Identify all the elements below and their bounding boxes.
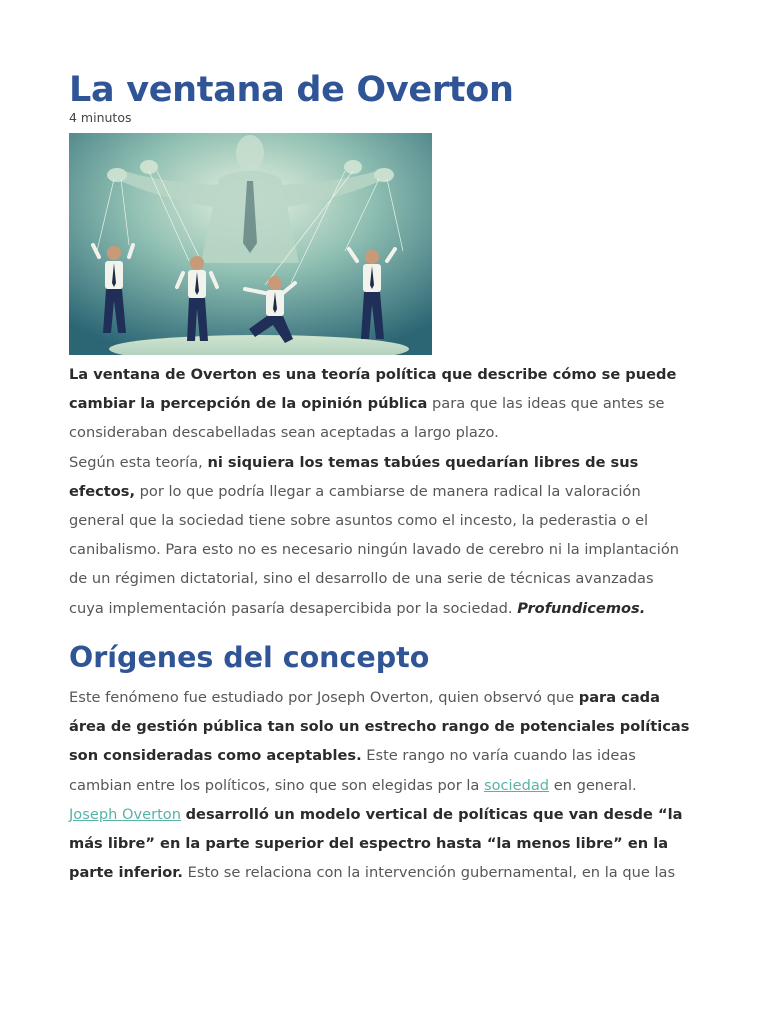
text-line xyxy=(69,360,709,389)
text-line xyxy=(69,448,709,477)
text-line xyxy=(69,535,709,564)
bold-text: más libre” en la parte superior del espectro hasta “la menos libre” en la xyxy=(69,835,669,853)
text-line xyxy=(69,389,709,418)
body-text: Este rango no varía cuando las ideas xyxy=(361,747,636,765)
bold-text: efectos, xyxy=(69,482,136,500)
page-title: La ventana de Overton xyxy=(69,70,514,110)
bold-text: son consideradas como aceptables. xyxy=(69,747,362,765)
text-line xyxy=(69,506,709,535)
hero-image xyxy=(69,133,432,355)
bold-text: cambiar la percepción de la opinión pública xyxy=(69,395,428,413)
body-text: en general. xyxy=(549,776,637,794)
origins-paragraph xyxy=(69,683,709,887)
body-text: para que las ideas que antes se xyxy=(427,395,665,413)
bold-text: parte inferior. xyxy=(69,864,183,882)
body-text: cambian entre los políticos, sino que son elegidas por la xyxy=(69,776,484,794)
body-text: Este fenómeno fue estudiado por Joseph Overton, quien observó que xyxy=(69,689,579,706)
text-line xyxy=(69,712,709,741)
read-time: 4 minutos xyxy=(69,110,132,125)
bold-text: Profundicemos. xyxy=(517,599,646,617)
intro-paragraph xyxy=(69,360,709,623)
text-line xyxy=(69,564,709,593)
body-text: consideraban descabelladas sean aceptadas a largo plazo. xyxy=(69,424,499,442)
text-line xyxy=(69,858,709,887)
body-text: por lo que podría llegar a cambiarse de manera radical la valoración xyxy=(135,482,641,500)
bold-text: ni siquiera los temas tabúes quedarían libres de sus xyxy=(207,453,639,471)
bold-text: área de gestión pública tan solo un estrecho rango de potenciales políticas xyxy=(69,718,690,736)
body-text: canibalismo. Para esto no es necesario ningún lavado de cerebro ni la implantación xyxy=(69,541,680,559)
puppeteer-illustration xyxy=(69,133,432,355)
body-text: general que la sociedad tiene sobre asuntos como el incesto, la pederastia o el xyxy=(69,512,649,530)
inline-link[interactable]: Joseph Overton xyxy=(69,805,181,823)
text-line xyxy=(69,683,709,712)
body-text: Esto se relaciona con la intervención gubernamental, en la que las xyxy=(182,864,676,882)
body-text: cuya implementación pasaría desapercibida por la sociedad. xyxy=(69,599,518,617)
bold-text: para cada xyxy=(578,689,660,706)
text-line xyxy=(69,771,709,800)
text-line xyxy=(69,741,709,770)
text-line xyxy=(69,418,709,447)
text-line xyxy=(69,477,709,506)
bold-text: La ventana de Overton es una teoría política que describe cómo se puede xyxy=(69,366,677,383)
inline-link[interactable]: sociedad xyxy=(484,776,550,794)
text-line xyxy=(69,800,709,829)
text-line xyxy=(69,829,709,858)
body-text: Según esta teoría, xyxy=(69,453,208,471)
text-line xyxy=(69,594,709,623)
section-heading: Orígenes del concepto xyxy=(69,641,430,674)
body-text: de un régimen dictatorial, sino el desarrollo de una serie de técnicas avanzadas xyxy=(69,570,654,588)
bold-text: desarrolló un modelo vertical de políticas que van desde “la xyxy=(185,805,683,823)
